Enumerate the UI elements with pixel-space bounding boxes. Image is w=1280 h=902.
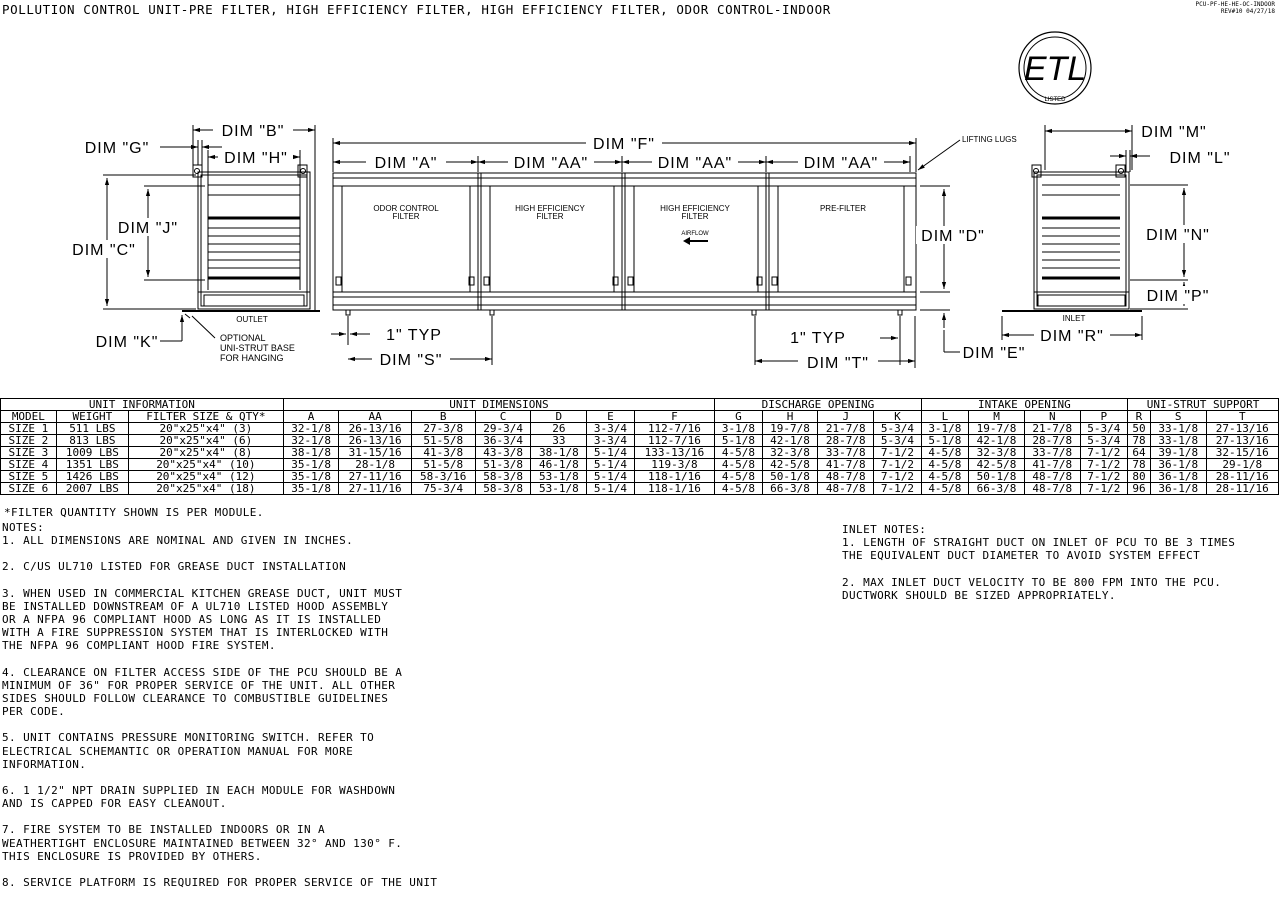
table-cell: 5-1/4 xyxy=(587,459,634,471)
notes-heading: NOTES: xyxy=(2,521,45,534)
table-cell: 33-7/8 xyxy=(1024,447,1080,459)
table-cell: 32-1/8 xyxy=(283,423,339,435)
table-cell: SIZE 5 xyxy=(1,471,57,483)
table-cell: 3-1/8 xyxy=(715,423,762,435)
dim-f: DIM "F" xyxy=(593,136,655,153)
table-cell: 78 xyxy=(1128,459,1151,471)
table-cell: 27-11/16 xyxy=(339,483,411,495)
inlet-end-view xyxy=(1002,165,1142,311)
column-header: G xyxy=(715,411,762,423)
drawing-title: POLLUTION CONTROL UNIT-PRE FILTER, HIGH EFFICIENCY FILTER, HIGH EFFICIENCY FILTER, ODOR CONTROL-INDOOR xyxy=(2,2,831,17)
table-cell: 4-5/8 xyxy=(715,459,762,471)
airflow-arrow-icon xyxy=(683,237,708,245)
table-cell: 118-1/16 xyxy=(634,471,714,483)
table-cell: 36-1/8 xyxy=(1150,459,1206,471)
inlet-notes-section xyxy=(842,523,1235,615)
table-cell: 4-5/8 xyxy=(921,471,968,483)
unistrut-note-1: OPTIONAL xyxy=(220,333,266,343)
dim-r: DIM "R" xyxy=(1040,328,1104,345)
module-4-label-1: PRE-FILTER xyxy=(819,204,867,213)
table-cell: 511 LBS xyxy=(56,423,128,435)
table-cell: 19-7/8 xyxy=(969,423,1025,435)
table-cell: 20"x25"x4" (3) xyxy=(128,423,283,435)
dim-m: DIM "M" xyxy=(1141,124,1207,141)
module-2-label-2: FILTER xyxy=(536,212,564,221)
table-cell: 51-5/8 xyxy=(411,459,475,471)
table-cell: 20"x25"x4" (8) xyxy=(128,447,283,459)
note-6: 6. 1 1/2" NPT DRAIN SUPPLIED IN EACH MODULE FOR WASHDOWN AND IS CAPPED FOR EASY CLEANOUT. xyxy=(2,784,396,811)
note-4: 4. CLEARANCE ON FILTER ACCESS SIDE OF THE PCU SHOULD BE A MINIMUM OF 36" FOR PROPER SERVICE OF THE UNIT. ALL OTHER SIDES SHOULD FOLLOW CLEARANCE TO COMBUSTIBLE GUIDELINES PER CODE. xyxy=(2,665,403,719)
table-cell: 36-3/4 xyxy=(475,435,531,447)
table-cell: 28-1/8 xyxy=(339,459,411,471)
group-uni-strut-support: UNI-STRUT SUPPORT xyxy=(1128,399,1279,411)
table-cell: 80 xyxy=(1128,471,1151,483)
table-cell: 38-1/8 xyxy=(283,447,339,459)
column-header: B xyxy=(411,411,475,423)
unistrut-note-2: UNI-STRUT BASE xyxy=(220,343,295,353)
table-cell: 42-5/8 xyxy=(762,459,818,471)
table-cell: 26 xyxy=(531,423,587,435)
table-cell: 33-1/8 xyxy=(1150,435,1206,447)
dim-h: DIM "H" xyxy=(224,150,288,167)
typ-right: 1" TYP xyxy=(790,330,846,347)
table-body xyxy=(1,423,1279,495)
dim-a: DIM "A" xyxy=(374,155,438,172)
table-cell: 7-1/2 xyxy=(1080,483,1127,495)
table-cell: 42-5/8 xyxy=(969,459,1025,471)
table-cell: 1009 LBS xyxy=(56,447,128,459)
table-cell: 53-1/8 xyxy=(531,483,587,495)
table-cell: 66-3/8 xyxy=(969,483,1025,495)
table-cell: 112-7/16 xyxy=(634,423,714,435)
etl-listed-logo xyxy=(1019,32,1091,104)
pcu-drawing xyxy=(0,0,1280,395)
table-cell: 51-3/8 xyxy=(475,459,531,471)
doc-code: PCU-PF-HE-HE-OC-INDOOR xyxy=(1195,1,1275,8)
table-cell: 5-1/4 xyxy=(587,447,634,459)
table-cell: 48-7/8 xyxy=(818,483,874,495)
table-cell: 7-1/2 xyxy=(1080,459,1127,471)
table-cell: 7-1/2 xyxy=(1080,447,1127,459)
table-cell: SIZE 1 xyxy=(1,423,57,435)
column-header: F xyxy=(634,411,714,423)
table-cell: 32-15/16 xyxy=(1206,447,1278,459)
table-cell: 36-1/8 xyxy=(1150,483,1206,495)
table-cell: 33-1/8 xyxy=(1150,423,1206,435)
table-cell: 64 xyxy=(1128,447,1151,459)
table-cell: 27-13/16 xyxy=(1206,423,1278,435)
table-cell: 42-1/8 xyxy=(969,435,1025,447)
table-cell: 53-1/8 xyxy=(531,471,587,483)
table-cell: 7-1/2 xyxy=(874,447,921,459)
dim-p: DIM "P" xyxy=(1146,288,1210,305)
dim-aa-3: DIM "AA" xyxy=(803,155,879,172)
table-row xyxy=(1,459,1279,471)
table-cell: 51-5/8 xyxy=(411,435,475,447)
inlet-note-2: 2. MAX INLET DUCT VELOCITY TO BE 800 FPM INTO THE PCU. DUCTWORK SHOULD BE SIZED APPROPRIATELY. xyxy=(842,575,1222,602)
table-cell: 33 xyxy=(531,435,587,447)
table-cell: 29-3/4 xyxy=(475,423,531,435)
table-cell: 31-15/16 xyxy=(339,447,411,459)
column-header: D xyxy=(531,411,587,423)
column-header: MODEL xyxy=(1,411,57,423)
table-cell: 46-1/8 xyxy=(531,459,587,471)
table-cell: 4-5/8 xyxy=(715,483,762,495)
table-cell: 35-1/8 xyxy=(283,471,339,483)
table-cell: 813 LBS xyxy=(56,435,128,447)
table-cell: 4-5/8 xyxy=(715,447,762,459)
column-header: AA xyxy=(339,411,411,423)
svg-text:ETL: ETL xyxy=(1023,50,1087,88)
table-cell: 28-11/16 xyxy=(1206,471,1278,483)
table-cell: 41-7/8 xyxy=(818,459,874,471)
note-7: 7. FIRE SYSTEM TO BE INSTALLED INDOORS OR IN A WEATHERTIGHT ENCLOSURE MAINTAINED BETWEEN 32° AND 130° F. THIS ENCLOSURE IS PROVIDED BY OTHERS. xyxy=(2,823,403,863)
dim-l: DIM "L" xyxy=(1169,150,1231,167)
table-cell: 39-1/8 xyxy=(1150,447,1206,459)
column-header: A xyxy=(283,411,339,423)
group-unit-dimensions: UNIT DIMENSIONS xyxy=(283,399,714,411)
table-cell: 32-3/8 xyxy=(762,447,818,459)
group-intake-opening: INTAKE OPENING xyxy=(921,399,1127,411)
filter-footnote: *FILTER QUANTITY SHOWN IS PER MODULE. xyxy=(4,506,264,519)
table-cell: 28-11/16 xyxy=(1206,483,1278,495)
table-cell: SIZE 3 xyxy=(1,447,57,459)
front-view xyxy=(333,173,916,315)
table-cell: 2007 LBS xyxy=(56,483,128,495)
note-3: 3. WHEN USED IN COMMERCIAL KITCHEN GREASE DUCT, UNIT MUST BE INSTALLED DOWNSTREAM OF A UL710 LISTED HOOD ASSEMBLY OR A NFPA 96 COMPLIANT HOOD AS LONG AS IT IS INSTALLED WITH A FIRE SUPPRESSION SYSTEM THAT IS INTERLOCKED WITH THE NFPA 96 COMPLIANT HOOD FIRE SYSTEM. xyxy=(2,586,403,653)
table-cell: 75-3/4 xyxy=(411,483,475,495)
table-cell: 3-3/4 xyxy=(587,435,634,447)
table-cell: 50-1/8 xyxy=(762,471,818,483)
table-cell: 4-5/8 xyxy=(715,471,762,483)
table-cell: 26-13/16 xyxy=(339,423,411,435)
table-cell: 7-1/2 xyxy=(874,459,921,471)
column-header: WEIGHT xyxy=(56,411,128,423)
table-cell: 20"x25"x4" (6) xyxy=(128,435,283,447)
dim-n: DIM "N" xyxy=(1146,227,1210,244)
dim-t: DIM "T" xyxy=(807,355,869,372)
column-header: K xyxy=(874,411,921,423)
table-cell: 58-3/16 xyxy=(411,471,475,483)
table-cell: 29-1/8 xyxy=(1206,459,1278,471)
airflow-label: AIRFLOW xyxy=(681,231,709,237)
table-cell: 42-1/8 xyxy=(762,435,818,447)
table-cell: 50 xyxy=(1128,423,1151,435)
table-cell: 26-13/16 xyxy=(339,435,411,447)
table-cell: 5-3/4 xyxy=(874,435,921,447)
table-cell: 7-1/2 xyxy=(874,471,921,483)
table-cell: 1351 LBS xyxy=(56,459,128,471)
inlet-notes-heading: INLET NOTES: xyxy=(842,523,927,536)
column-header: E xyxy=(587,411,634,423)
group-unit-information: UNIT INFORMATION xyxy=(1,399,284,411)
module-1-label-2: FILTER xyxy=(392,212,420,221)
column-header: C xyxy=(475,411,531,423)
table-cell: 3-1/8 xyxy=(921,423,968,435)
table-cell: 3-3/4 xyxy=(587,423,634,435)
table-cell: 5-3/4 xyxy=(1080,435,1127,447)
table-cell: 58-3/8 xyxy=(475,471,531,483)
revision-date: REV#10 04/27/18 xyxy=(1220,8,1275,15)
table-cell: 33-7/8 xyxy=(818,447,874,459)
table-row xyxy=(1,435,1279,447)
table-row xyxy=(1,447,1279,459)
table-cell: 7-1/2 xyxy=(1080,471,1127,483)
table-cell: 58-3/8 xyxy=(475,483,531,495)
notes-section xyxy=(2,521,437,902)
unistrut-note-3: FOR HANGING xyxy=(220,353,284,363)
table-row xyxy=(1,423,1279,435)
table-cell: 48-7/8 xyxy=(1024,471,1080,483)
outlet-label: OUTLET xyxy=(236,315,268,324)
table-cell: 5-1/4 xyxy=(587,483,634,495)
table-cell: 5-3/4 xyxy=(874,423,921,435)
table-cell: 20"x25"x4" (10) xyxy=(128,459,283,471)
table-cell: 119-3/8 xyxy=(634,459,714,471)
lifting-lugs-label: LIFTING LUGS xyxy=(962,135,1017,144)
inlet-note-1: 1. LENGTH OF STRAIGHT DUCT ON INLET OF PCU TO BE 3 TIMES THE EQUIVALENT DUCT DIAMETER TO AVOID SYSTEM EFFECT xyxy=(842,536,1236,563)
table-cell: 4-5/8 xyxy=(921,447,968,459)
dim-d: DIM "D" xyxy=(921,228,985,245)
table-cell: 41-3/8 xyxy=(411,447,475,459)
table-cell: 5-1/8 xyxy=(715,435,762,447)
table-cell: 66-3/8 xyxy=(762,483,818,495)
table-cell: 41-7/8 xyxy=(1024,459,1080,471)
dim-j: DIM "J" xyxy=(117,220,179,237)
table-row xyxy=(1,471,1279,483)
table-cell: 21-7/8 xyxy=(1024,423,1080,435)
table-cell: 20"x25"x4" (12) xyxy=(128,471,283,483)
logo-listed-text: LISTED xyxy=(1044,97,1066,103)
table-cell: 48-7/8 xyxy=(818,471,874,483)
column-header: L xyxy=(921,411,968,423)
table-cell: 43-3/8 xyxy=(475,447,531,459)
group-discharge-opening: DISCHARGE OPENING xyxy=(715,399,921,411)
note-2: 2. C/US UL710 LISTED FOR GREASE DUCT INSTALLATION xyxy=(2,560,347,574)
dim-b: DIM "B" xyxy=(221,123,285,140)
column-header: R xyxy=(1128,411,1151,423)
table-cell: 4-5/8 xyxy=(921,483,968,495)
column-header: H xyxy=(762,411,818,423)
table-cell: SIZE 6 xyxy=(1,483,57,495)
table-cell: 5-1/8 xyxy=(921,435,968,447)
table-cell: 118-1/16 xyxy=(634,483,714,495)
dim-aa-2: DIM "AA" xyxy=(657,155,733,172)
dim-g: DIM "G" xyxy=(84,140,150,157)
column-header: J xyxy=(818,411,874,423)
column-header: T xyxy=(1206,411,1278,423)
note-8: 8. SERVICE PLATFORM IS REQUIRED FOR PROPER SERVICE OF THE UNIT xyxy=(2,876,438,890)
table-cell: 38-1/8 xyxy=(531,447,587,459)
table-cell: SIZE 2 xyxy=(1,435,57,447)
column-header: P xyxy=(1080,411,1127,423)
table-cell: 96 xyxy=(1128,483,1151,495)
dim-c: DIM "C" xyxy=(72,242,136,259)
table-cell: 7-1/2 xyxy=(874,483,921,495)
table-cell: SIZE 4 xyxy=(1,459,57,471)
table-cell: 36-1/8 xyxy=(1150,471,1206,483)
table-group-row xyxy=(1,399,1279,411)
table-cell: 35-1/8 xyxy=(283,459,339,471)
table-cell: 112-7/16 xyxy=(634,435,714,447)
table-cell: 4-5/8 xyxy=(921,459,968,471)
note-1: 1. ALL DIMENSIONS ARE NOMINAL AND GIVEN IN INCHES. xyxy=(2,534,354,548)
table-cell: 27-11/16 xyxy=(339,471,411,483)
table-cell: 21-7/8 xyxy=(818,423,874,435)
note-5: 5. UNIT CONTAINS PRESSURE MONITORING SWITCH. REFER TO ELECTRICAL SCHEMANTIC OR OPERATION MANUAL FOR MORE INFORMATION. xyxy=(2,731,375,771)
table-cell: 1426 LBS xyxy=(56,471,128,483)
table-cell: 28-7/8 xyxy=(818,435,874,447)
table-cell: 50-1/8 xyxy=(969,471,1025,483)
column-header: FILTER SIZE & QTY* xyxy=(128,411,283,423)
table-cell: 32-3/8 xyxy=(969,447,1025,459)
table-cell: 27-13/16 xyxy=(1206,435,1278,447)
table-cell: 35-1/8 xyxy=(283,483,339,495)
column-header: S xyxy=(1150,411,1206,423)
dim-aa-1: DIM "AA" xyxy=(513,155,589,172)
table-header-row xyxy=(1,411,1279,423)
table-cell: 5-1/4 xyxy=(587,471,634,483)
module-3-label-2: FILTER xyxy=(681,212,709,221)
table-cell: 48-7/8 xyxy=(1024,483,1080,495)
column-header: N xyxy=(1024,411,1080,423)
table-cell: 32-1/8 xyxy=(283,435,339,447)
table-cell: 28-7/8 xyxy=(1024,435,1080,447)
inlet-label: INLET xyxy=(1062,314,1086,323)
table-cell: 20"x25"x4" (18) xyxy=(128,483,283,495)
outlet-end-view xyxy=(182,165,320,318)
module-2-label-1: HIGH EFFICIENCY xyxy=(515,204,585,213)
dim-k: DIM "K" xyxy=(95,334,159,351)
module-1-label-1: ODOR CONTROL xyxy=(373,204,439,213)
dim-s: DIM "S" xyxy=(379,352,443,369)
dim-e: DIM "E" xyxy=(962,345,1026,362)
unit-spec-table xyxy=(0,398,1279,495)
module-3-label-1: HIGH EFFICIENCY xyxy=(660,204,730,213)
table-cell: 78 xyxy=(1128,435,1151,447)
table-cell: 5-3/4 xyxy=(1080,423,1127,435)
table-cell: 27-3/8 xyxy=(411,423,475,435)
column-header: M xyxy=(969,411,1025,423)
table-row xyxy=(1,483,1279,495)
typ-left: 1" TYP xyxy=(386,327,442,344)
table-cell: 19-7/8 xyxy=(762,423,818,435)
table-cell: 133-13/16 xyxy=(634,447,714,459)
